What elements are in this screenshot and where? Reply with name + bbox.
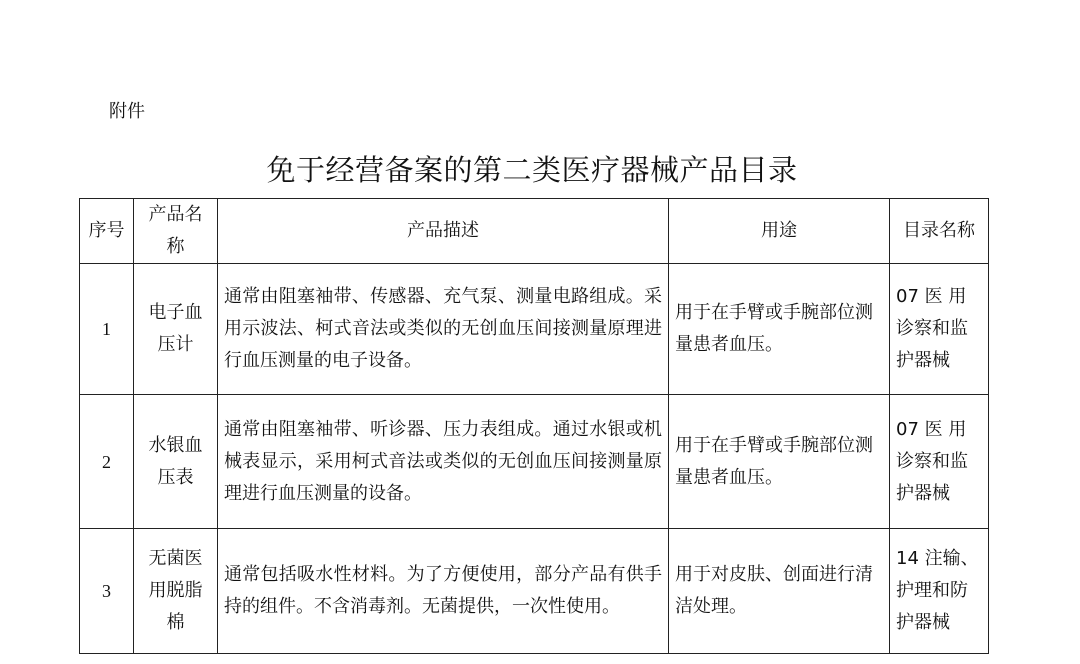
row-index: 3 (80, 529, 134, 654)
header-usage: 用途 (669, 199, 890, 264)
row-index: 2 (80, 395, 134, 529)
page-title: 免于经营备案的第二类医疗器械产品目录 (266, 153, 798, 187)
header-category: 目录名称 (890, 199, 989, 264)
row-usage: 用于对皮肤、创面进行清洁处理。 (669, 529, 890, 654)
row-index: 1 (80, 264, 134, 395)
product-catalog-table (79, 198, 989, 654)
header-name: 产品名称 (134, 199, 218, 264)
row-product-name: 电子血压计 (134, 264, 218, 395)
header-description: 产品描述 (218, 199, 669, 264)
row-usage: 用于在手臂或手腕部位测量患者血压。 (669, 264, 890, 395)
table-header-row (80, 199, 989, 264)
header-index: 序号 (80, 199, 134, 264)
row-description: 通常由阻塞袖带、传感器、充气泵、测量电路组成。采用示波法、柯式音法或类似的无创血压间接测量原理进行血压测量的电子设备。 (218, 264, 669, 395)
table-row (80, 395, 989, 529)
row-category: 14 注输、护理和防护器械 (890, 529, 989, 654)
attachment-label: 附件 (109, 101, 145, 122)
table-row (80, 529, 989, 654)
row-description: 通常由阻塞袖带、听诊器、压力表组成。通过水银或机械表显示，采用柯式音法或类似的无创血压间接测量原理进行血压测量的设备。 (218, 395, 669, 529)
row-product-name: 无菌医用脱脂棉 (134, 529, 218, 654)
row-usage: 用于在手臂或手腕部位测量患者血压。 (669, 395, 890, 529)
row-category: 07 医 用诊察和监护器械 (890, 264, 989, 395)
row-description: 通常包括吸水性材料。为了方便使用，部分产品有供手持的组件。不含消毒剂。无菌提供，一次性使用。 (218, 529, 669, 654)
table-row (80, 264, 989, 395)
row-product-name: 水银血压表 (134, 395, 218, 529)
row-category: 07 医 用诊察和监护器械 (890, 395, 989, 529)
